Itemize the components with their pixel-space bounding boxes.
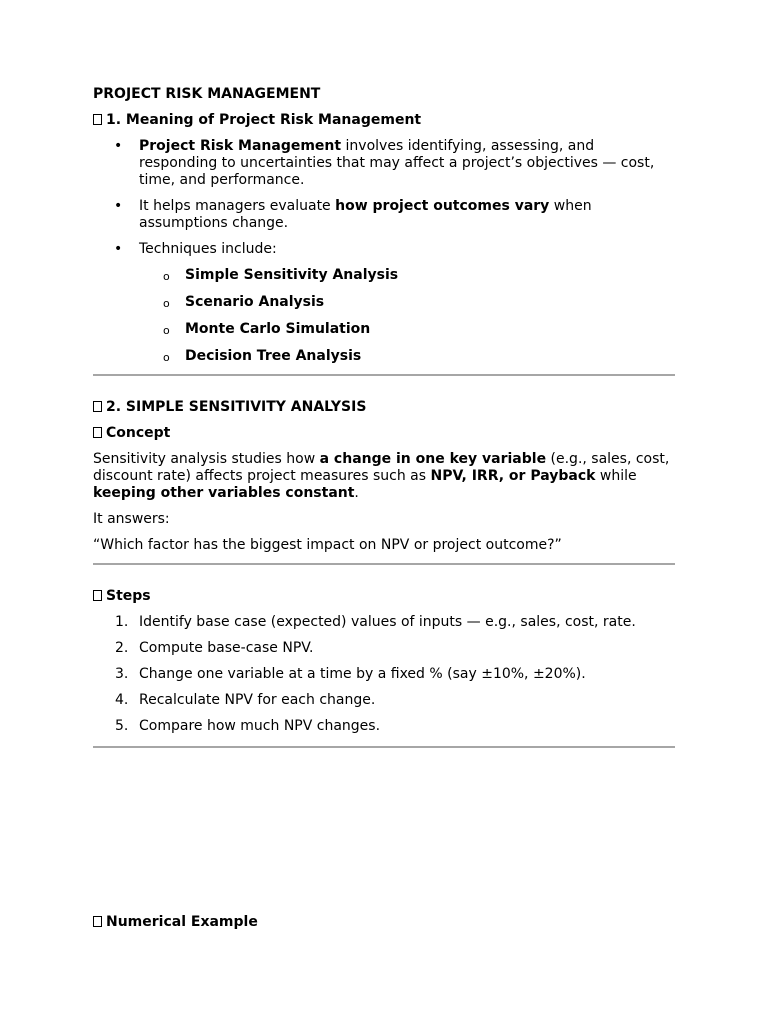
- paragraph-text: (e.g., sales, cost, discount rate) affects project measures such as: [93, 451, 670, 484]
- step-item: [93, 692, 675, 709]
- meaning-list: [93, 138, 675, 365]
- answers-paragraph: It answers:: [93, 511, 170, 527]
- step-item: [93, 666, 675, 683]
- concept-paragraph: [93, 451, 675, 502]
- technique-item: o Simple Sensitivity Analysis: [93, 267, 675, 284]
- concept-heading-text: Concept: [106, 425, 171, 441]
- bold-term: Project Risk Management: [139, 138, 342, 154]
- list-item-text: when assumptions change.: [139, 198, 592, 231]
- step-text: Compare how much NPV changes.: [139, 718, 381, 734]
- section-1-heading: [93, 112, 675, 129]
- step-number: 2.: [115, 640, 129, 656]
- bold-term: NPV, IRR, or Payback: [430, 468, 596, 484]
- step-text: Recalculate NPV for each change.: [139, 692, 376, 708]
- paragraph-text: .: [354, 485, 359, 501]
- list-item: [93, 198, 675, 232]
- numerical-example-heading: [93, 914, 258, 931]
- list-item: [93, 241, 675, 365]
- list-item: [93, 138, 675, 189]
- bold-term: a change in one key variable: [319, 451, 547, 467]
- missing-glyph-icon: [93, 590, 102, 601]
- step-item: [93, 718, 675, 735]
- step-text: Compute base-case NPV.: [139, 640, 314, 656]
- divider: [93, 563, 675, 565]
- list-item-text: involves identifying, assessing, and responding to uncertainties that may affect a project’s objectives — cost, time, and performance.: [139, 138, 655, 188]
- missing-glyph-icon: [93, 401, 102, 412]
- step-item: [93, 640, 675, 657]
- section-2-heading-text: 2. SIMPLE SENSITIVITY ANALYSIS: [106, 399, 367, 415]
- paragraph-text: Sensitivity analysis studies how: [93, 451, 320, 467]
- technique-item: o Decision Tree Analysis: [93, 348, 675, 365]
- question-quote: “Which factor has the biggest impact on NPV or project outcome?”: [93, 537, 562, 553]
- concept-heading: [93, 425, 675, 442]
- step-text: Identify base case (expected) values of inputs — e.g., sales, cost, rate.: [139, 614, 636, 630]
- section-2-heading: [93, 399, 675, 416]
- missing-glyph-icon: [93, 916, 102, 927]
- step-number: 5.: [115, 718, 129, 734]
- divider: [93, 374, 675, 376]
- list-item-text: Techniques include:: [139, 241, 277, 257]
- technique-item: o Scenario Analysis: [93, 294, 675, 311]
- steps-heading-text: Steps: [106, 588, 151, 604]
- section-1-heading-text: 1. Meaning of Project Risk Management: [106, 112, 422, 128]
- bold-term: how project outcomes vary: [335, 198, 550, 214]
- document-title: PROJECT RISK MANAGEMENT: [93, 86, 321, 102]
- paragraph-text: while: [595, 468, 637, 484]
- divider: [93, 746, 675, 748]
- techniques-list: [139, 267, 675, 365]
- bold-term: keeping other variables constant: [93, 485, 355, 501]
- missing-glyph-icon: [93, 427, 102, 438]
- step-number: 3.: [115, 666, 129, 682]
- step-number: 1.: [115, 614, 129, 630]
- numerical-example-heading-text: Numerical Example: [106, 914, 258, 930]
- technique-item: o Monte Carlo Simulation: [93, 321, 675, 338]
- step-number: 4.: [115, 692, 129, 708]
- list-item-text: It helps managers evaluate: [139, 198, 336, 214]
- missing-glyph-icon: [93, 114, 102, 125]
- document-page: [93, 86, 675, 771]
- steps-list: [93, 614, 675, 735]
- step-text: Change one variable at a time by a fixed % (say ±10%, ±20%).: [139, 666, 586, 682]
- steps-heading: [93, 588, 675, 605]
- step-item: [93, 614, 675, 631]
